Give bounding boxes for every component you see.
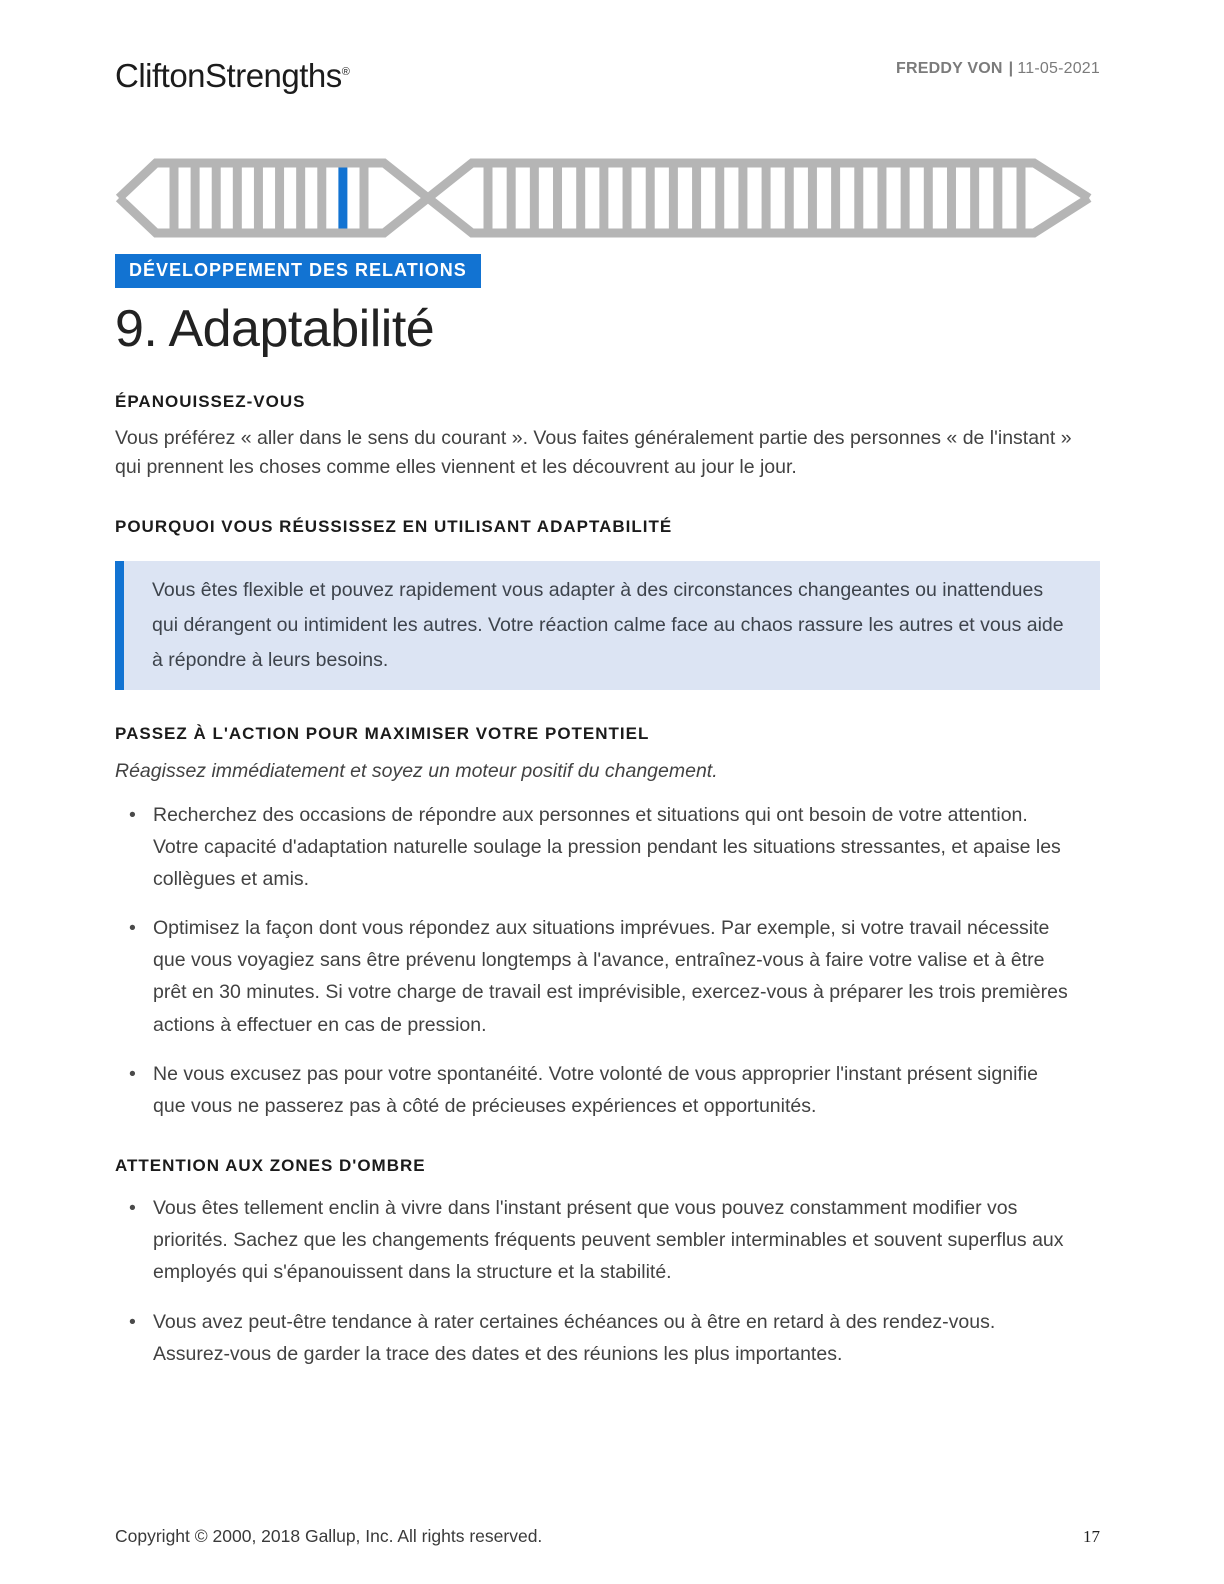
page-number: 17	[1083, 1527, 1100, 1546]
bullet-text: Vous êtes tellement enclin à vivre dans l'instant présent que vous pouvez constamment modifier vos priorités. Sachez que les changements fréquents peuvent sembler interminables et souvent superflus aux employés qui s'épanouissent dans la structure et la stabilité.	[153, 1197, 1064, 1284]
footer	[115, 1526, 1100, 1547]
bullet-item	[115, 1058, 1075, 1122]
dna-strand-svg	[115, 154, 1093, 242]
page-title: 9. Adaptabilité	[115, 300, 435, 358]
report-user-name: FREDDY VON	[896, 60, 1003, 77]
domain-badge: DÉVELOPPEMENT DES RELATIONS	[115, 254, 481, 288]
bullet-item	[115, 799, 1075, 896]
bullet-marker: •	[129, 1062, 136, 1085]
bullet-text: Ne vous excusez pas pour votre spontanéité. Votre volonté de vous approprier l'instant présent signifie que vous ne passerez pas à côté de précieuses expériences et opportunités.	[153, 1062, 1038, 1117]
bullet-text: Recherchez des occasions de répondre aux personnes et situations qui ont besoin de votre attention. Votre capacité d'adaptation naturelle soulage la pression pendant les situations stressantes, et apaise les collègues et amis.	[153, 803, 1061, 890]
logo-text: CliftonStrengths	[115, 57, 342, 94]
report-meta	[896, 52, 1100, 78]
copyright-text: Copyright © 2000, 2018 Gallup, Inc. All rights reserved.	[115, 1526, 543, 1546]
action-bullet-list	[115, 799, 1075, 1123]
bullet-item	[115, 1306, 1075, 1370]
bullet-text: Optimisez la façon dont vous répondez aux situations imprévues. Par exemple, si votre travail nécessite que vous voyagiez sans être prévenu longtemps à l'avance, entraînez-vous à faire votre valise et à être prêt en 30 minutes. Si votre charge de travail est imprévisible, exercez-vous à préparer les trois premières actions à effectuer en cas de pression.	[153, 917, 1068, 1036]
section-heading-thrive: ÉPANOUISSEZ-VOUS	[115, 392, 306, 411]
bullet-marker: •	[129, 1310, 136, 1333]
bullet-marker: •	[129, 803, 136, 826]
section-heading-action: PASSEZ À L'ACTION POUR MAXIMISER VOTRE POTENTIEL	[115, 723, 650, 743]
clifton-strengths-logo	[115, 52, 349, 96]
action-intro: Réagissez immédiatement et soyez un moteur positif du changement.	[115, 759, 718, 782]
registered-trademark: ®	[341, 66, 350, 78]
section-heading-blindspots: ATTENTION AUX ZONES D'OMBRE	[115, 1156, 426, 1176]
section-heading-why: POURQUOI VOUS RÉUSSISSEZ EN UTILISANT ADAPTABILITÉ	[115, 516, 673, 536]
report-date: 11-05-2021	[1017, 60, 1100, 77]
blindspot-bullet-list	[115, 1192, 1075, 1370]
bullet-item	[115, 1192, 1075, 1289]
header-separator: |	[1008, 60, 1014, 77]
bullet-text: Vous avez peut-être tendance à rater certaines échéances ou à être en retard à des rendez-vous. Assurez-vous de garder la trace des dates et des réunions les plus importantes.	[153, 1310, 996, 1365]
bullet-marker: •	[129, 917, 136, 940]
header	[115, 52, 1100, 96]
bullet-marker: •	[129, 1197, 136, 1220]
bullet-item	[115, 912, 1075, 1041]
quote-box	[115, 561, 1100, 690]
thrive-paragraph: Vous préférez « aller dans le sens du courant ». Vous faites généralement partie des personnes « de l'instant » qui prennent les choses comme elles viennent et les découvrent au jour le jour.	[115, 427, 1072, 479]
quote-text: Vous êtes flexible et pouvez rapidement vous adapter à des circonstances changeantes ou inattendues qui dérangent ou intimident les autres. Votre réaction calme face au chaos rassure les autres et vous aide à répondre à leurs besoins.	[152, 578, 1064, 671]
